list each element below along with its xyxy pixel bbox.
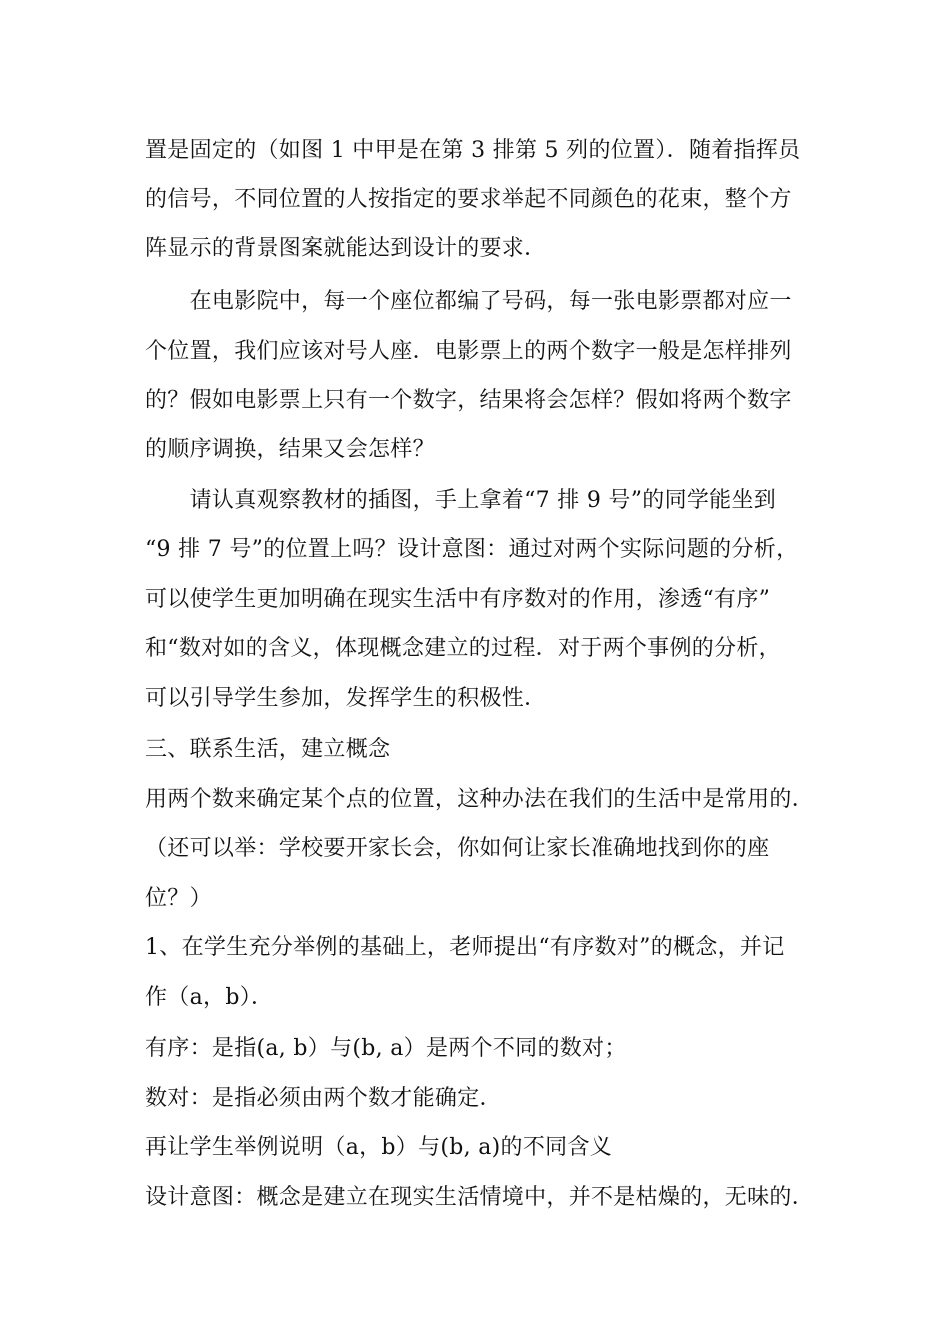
text-line: 请认真观察教材的插图，手上拿着“7 排 9 号”的同学能坐到 (145, 488, 777, 513)
text-line: 和“数对如的含义，体现概念建立的过程．对于两个事例的分析， (145, 636, 781, 661)
text-line: 位？） (145, 886, 212, 911)
definition-line: 有序：是指(a, b）与(b, a）是两个不同的数对； (145, 1036, 627, 1061)
text-line: 置是固定的（如图 1 中甲是在第 3 排第 5 列的位置）．随着指挥员 (145, 138, 801, 163)
text-line: 的信号，不同位置的人按指定的要求举起不同颜色的花束，整个方 (145, 187, 792, 212)
text-line: 个位置，我们应该对号人座．电影票上的两个数字一般是怎样排列 (145, 339, 792, 364)
text-line: “9 排 7 号”的位置上吗？设计意图：通过对两个实际问题的分析， (145, 537, 799, 562)
text-line: 再让学生举例说明（a，b）与(b, a)的不同含义 (145, 1135, 613, 1160)
text-line: 可以使学生更加明确在现实生活中有序数对的作用，渗透“有序” (145, 587, 771, 612)
text-line: （还可以举：学校要开家长会，你如何让家长准确地找到你的座 (145, 836, 770, 861)
text-line: 可以引导学生参加，发挥学生的积极性． (145, 686, 547, 711)
text-line: 阵显示的背景图案就能达到设计的要求． (145, 236, 547, 261)
text-line: 设计意图：概念是建立在现实生活情境中，并不是枯燥的，无味的． (145, 1185, 815, 1210)
section-heading: 三、联系生活，建立概念 (145, 737, 391, 762)
text-line: 的？假如电影票上只有一个数字，结果将会怎样？假如将两个数字 (145, 388, 792, 413)
text-line: 用两个数来确定某个点的位置，这种办法在我们的生活中是常用的． (145, 787, 815, 812)
text-line: 作（a，b）． (145, 985, 274, 1010)
definition-line: 数对：是指必须由两个数才能确定． (145, 1086, 502, 1111)
text-line: 1、在学生充分举例的基础上，老师提出“有序数对”的概念，并记 (145, 935, 785, 960)
text-line: 在电影院中，每一个座位都编了号码，每一张电影票都对应一 (145, 289, 792, 314)
text-line: 的顺序调换，结果又会怎样？ (145, 437, 435, 462)
